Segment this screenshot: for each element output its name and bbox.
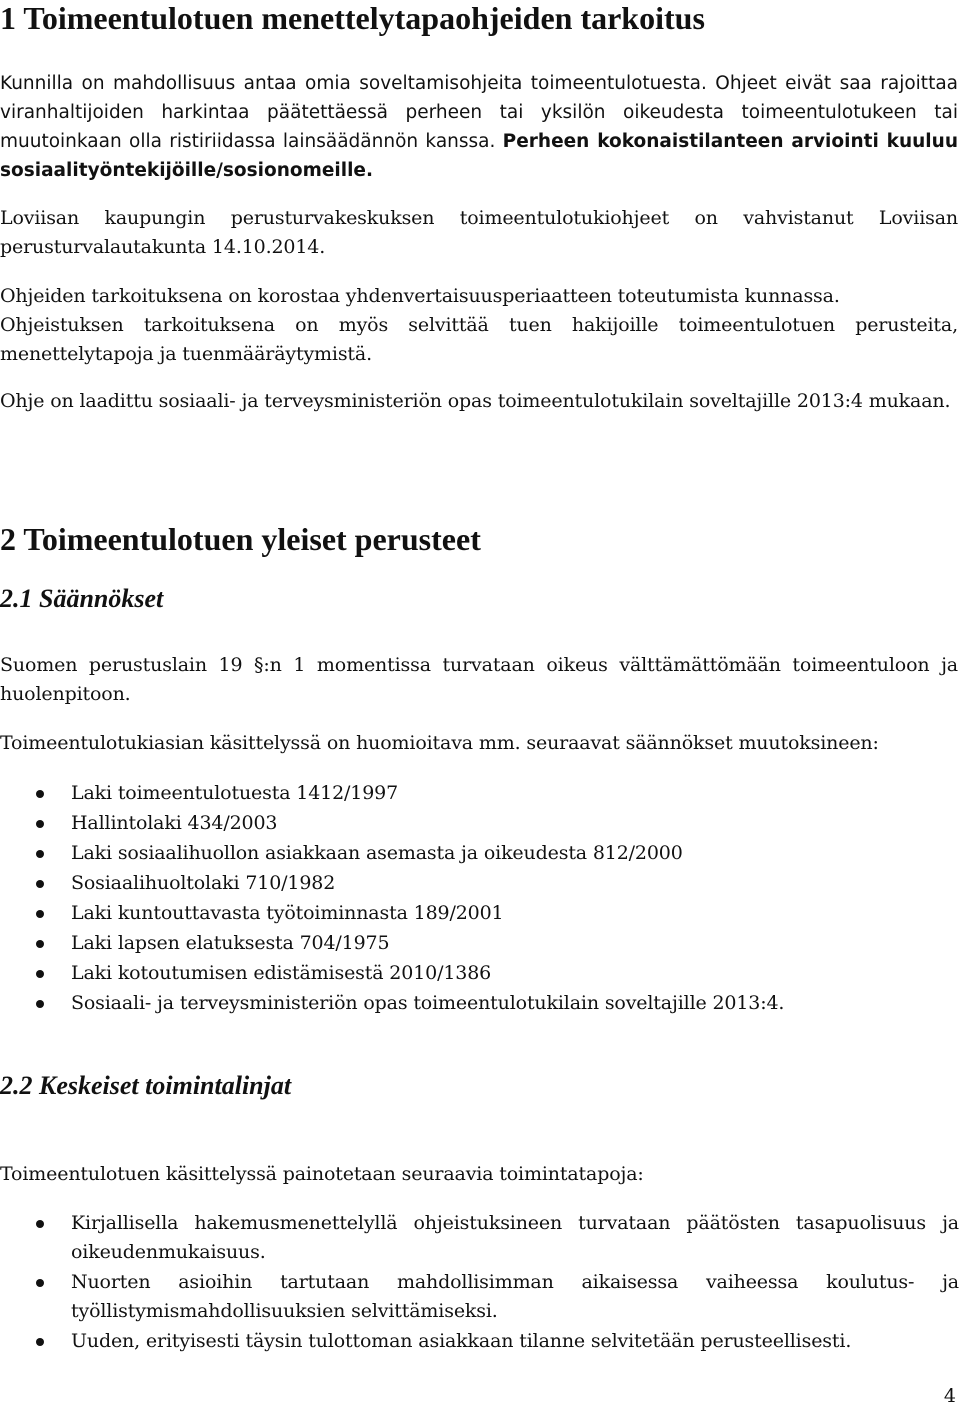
list-item-text: Sosiaalihuoltolaki 710/1982 xyxy=(71,872,336,894)
list-item-text: Sosiaali- ja terveysministeriön opas toimeentulotukilain soveltajille 2013:4. xyxy=(71,992,785,1014)
list-item-text: Uuden, erityisesti täysin tulottoman asiakkaan tilanne selvitetään perusteellisesti. xyxy=(71,1330,852,1352)
section-2-1-heading: 2.1 Säännökset xyxy=(0,584,164,613)
bullet-icon xyxy=(36,850,44,858)
list-item-text: Laki kotoutumisen edistämisestä 2010/1386 xyxy=(71,962,492,984)
list-item-text: Laki sosiaalihuollon asiakkaan asemasta ja oikeudesta 812/2000 xyxy=(71,842,683,864)
bullet-icon xyxy=(36,820,44,828)
bullet-icon xyxy=(36,970,44,978)
paragraph-1-bold-text: Perheen kokonaistilanteen arviointi kuuluu sosiaalityöntekijöille/sosionomeille. xyxy=(0,131,958,181)
section-1-paragraph-4: Ohje on laadittu sosiaali- ja terveysministeriön opas toimeentulotukilain soveltajille 2013:4 mukaan. xyxy=(0,390,951,412)
bullet-icon xyxy=(36,790,44,798)
list-item-text: Kirjallisella hakemusmenettelyllä ohjeistuksineen turvataan päätösten tasapuolisuus ja oikeudenmukaisuus. xyxy=(71,1212,959,1263)
bullet-icon xyxy=(36,880,44,888)
page-number: 4 xyxy=(943,1385,956,1407)
section-2-2-paragraph-1: Toimeentulotuen käsittelyssä painotetaan seuraavia toimintatapoja: xyxy=(0,1163,644,1185)
section-2-1-paragraph-1: Suomen perustuslain 19 §:n 1 momentissa turvataan oikeus välttämättömään toimeentuloon ja huolenpitoon. xyxy=(0,654,958,705)
bullet-icon xyxy=(36,1000,44,1008)
list-item-text: Hallintolaki 434/2003 xyxy=(71,812,278,834)
section-1-paragraph-1 xyxy=(0,69,958,185)
bullet-icon xyxy=(36,1279,44,1287)
section-1-paragraph-3: Ohjeistuksen tarkoituksena on myös selvittää tuen hakijoille toimeentulotuen perusteita, menettelytapoja ja tuenmääräytymistä. xyxy=(0,314,958,365)
list-item-text: Laki lapsen elatuksesta 704/1975 xyxy=(71,932,390,954)
section-2-heading: 2 Toimeentulotuen yleiset perusteet xyxy=(0,521,481,557)
section-2-1-paragraph-2: Toimeentulotukiasian käsittelyssä on huomioitava mm. seuraavat säännökset muutoksineen: xyxy=(0,732,879,754)
section-1-paragraph-2: Loviisan kaupungin perusturvakeskuksen toimeentulotukiohjeet on vahvistanut Loviisan perusturvalautakunta 14.10.2014. xyxy=(0,207,958,258)
bullet-icon xyxy=(36,910,44,918)
bullet-icon xyxy=(36,1220,44,1228)
section-1-heading: 1 Toimeentulotuen menettelytapaohjeiden tarkoitus xyxy=(0,0,705,36)
bullet-icon xyxy=(36,940,44,948)
list-item-text: Laki toimeentulotuesta 1412/1997 xyxy=(71,782,399,804)
section-2-2-heading: 2.2 Keskeiset toimintalinjat xyxy=(0,1071,292,1100)
paragraph-1-text: Kunnilla on mahdollisuus antaa omia soveltamisohjeita toimeentulotuesta. Ohjeet eivät saa rajoittaa viranhaltijoiden harkintaa päätettäessä perheen tai yksilön oikeudesta toimeentulotukeen tai muutoinkaan olla ristiriidassa lainsäädännön kanssa. xyxy=(0,73,958,152)
section-1-paragraph-3-line-1: Ohjeiden tarkoituksena on korostaa yhdenvertaisuusperiaatteen toteutumista kunnassa. xyxy=(0,285,840,307)
bullet-icon xyxy=(36,1338,44,1346)
list-item-text: Laki kuntouttavasta työtoiminnasta 189/2001 xyxy=(71,902,504,924)
list-item-text: Nuorten asioihin tartutaan mahdollisimman aikaisessa vaiheessa koulutus- ja työllistymismahdollisuuksien selvittämiseksi. xyxy=(71,1271,959,1322)
